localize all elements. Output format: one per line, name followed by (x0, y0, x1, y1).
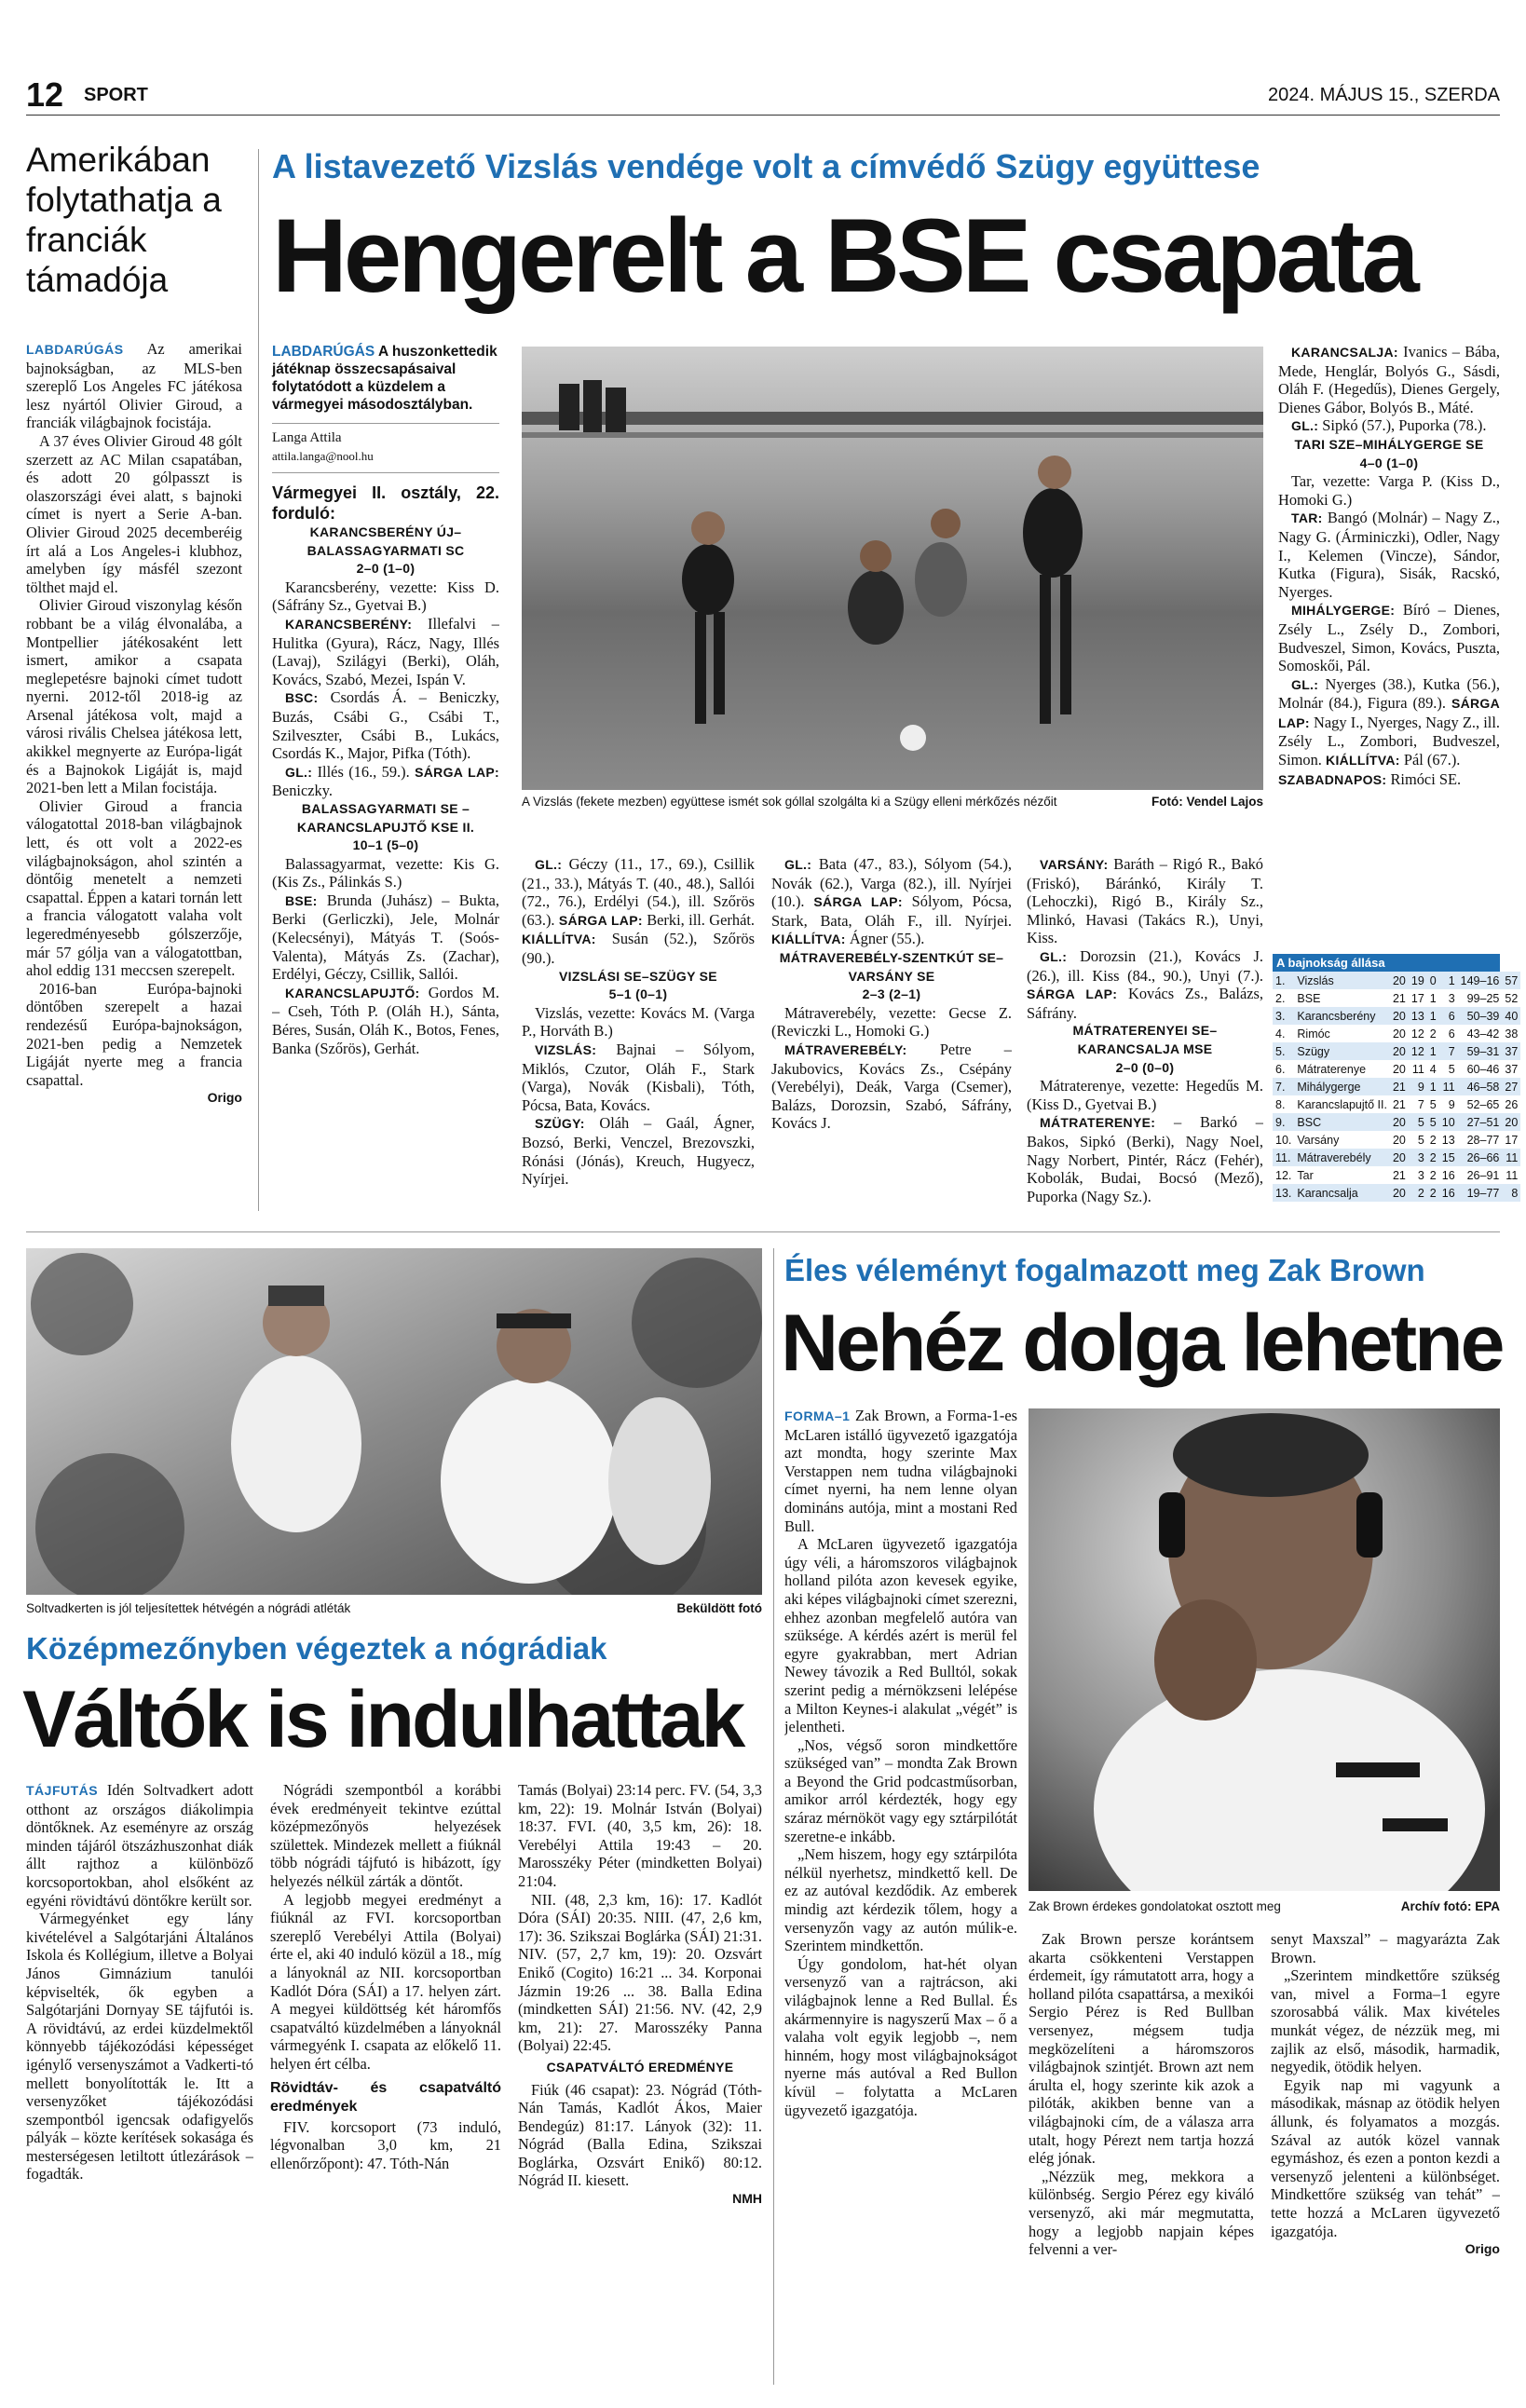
rank-cell: 2. (1275, 991, 1286, 1005)
brown-col3: senyt Maxszal” – magyarázta Zak Brown. „Szerintem mindkettőre szükség van, mivel a Forma–1 egyre szorosabbá válik. Max kivételes munkát végez, de nézzük meg, mi zajlik az első, második, harmadik, negyedik, ötödik helyen. Egyik nap mi vagyunk a másodikak, másnap az ötödik helyen állunk, és folyamatos a mozgás. Szával az autók közel vannak egymáshoz, és ezen a ponton kezdi a versenyző jelenteni a különbséget. Mindkettőre szükség van tehát” – tette hozzá a McLaren ügyvezető igazgatója. Origo (1271, 1930, 1500, 2389)
rank-cell: 5. (1273, 1042, 1294, 1060)
match5-score: 2–0 (0–0) (1115, 1059, 1175, 1075)
goals-cell: 52–65 (1466, 1097, 1500, 1111)
drawn-cell: 1 (1427, 1078, 1439, 1095)
bse-kicker: LABDARÚGÁS (272, 344, 375, 360)
goals-cell: 27–51 (1458, 1113, 1503, 1131)
match4-score: 2–3 (2–1) (862, 986, 921, 1002)
drawn-cell: 1 (1427, 1042, 1439, 1060)
lost-cell: 11 (1439, 1078, 1458, 1095)
points-cell: 37 (1505, 1062, 1519, 1076)
points-cell: 20 (1502, 1113, 1520, 1131)
goals-cell: 99–25 (1466, 991, 1500, 1005)
section-rule (26, 1231, 1500, 1232)
played-cell: 21 (1392, 1097, 1406, 1111)
standings-row (1273, 1007, 1520, 1025)
match3-title: VIZSLÁSI SE–SZÜGY SE (559, 968, 717, 984)
match6-score: 4–0 (1–0) (1359, 455, 1419, 470)
runners-photo-credit: Beküldött fotó (676, 1601, 762, 1615)
points-cell: 26 (1505, 1097, 1519, 1111)
played-cell: 21 (1390, 1078, 1409, 1095)
runners-photo-caption: Soltvadkerten is jól teljesítettek hétvégén a nógrádi atléták (26, 1601, 351, 1615)
points-cell: 52 (1505, 991, 1519, 1005)
bse-title: Hengerelt a BSE csapata (272, 197, 1416, 314)
lost-cell: 9 (1448, 1097, 1455, 1111)
team-cell: Mátraverebély (1294, 1149, 1390, 1166)
played-cell: 20 (1390, 1113, 1409, 1131)
goals-cell: 28–77 (1466, 1133, 1500, 1147)
bse-col2: GL.: Géczy (11., 17., 69.), Csillik (21., 33.), Mátyás T. (40., 48.), Sallói (72., 76.), Erdélyi (54.), ill. Szőrös (63.). SÁRGA LAP: Berki, ill. Gerhát. KIÁLLÍTVA: Susán (52.), Szőrös (90.). VIZSLÁSI SE–SZÜGY SE 5–1 (0–1) Vizslás, vezette: Kovács M. (Varga P., Horváth B.) VIZSLÁS: Bajnai – Sólyom, Miklós, Czutor, Oláh F., Stark (Varga), Novák (Kisbali), Tóth, Pócsa, Bata, Kovács. SZÜGY: Oláh – Gaál, Ágner, Bozsó, Berki, Venczel, Brezovszki, Rónási (Jónás), Kreuch, Hugyecz, Nyírjei. (522, 855, 755, 1189)
brown-photo-image (1029, 1408, 1500, 1891)
goals-cell: 43–42 (1466, 1027, 1500, 1041)
played-cell: 20 (1392, 1062, 1406, 1076)
rank-cell: 1. (1273, 972, 1294, 989)
lost-cell: 6 (1448, 1027, 1455, 1041)
match3-score: 5–1 (0–1) (608, 986, 668, 1002)
drawn-cell: 2 (1429, 1133, 1437, 1147)
brown-photo (1029, 1408, 1500, 1891)
match6-title: TARI SZE–MIHÁLYGERGE SE (1294, 436, 1484, 452)
goals-cell: 149–16 (1458, 972, 1503, 989)
lost-cell: 6 (1439, 1007, 1458, 1025)
won-cell: 12 (1409, 1042, 1427, 1060)
match4-title: MÁTRAVEREBÉLY-SZENTKÚT SE–VARSÁNY SE (779, 949, 1004, 984)
giroud-article (26, 140, 242, 1220)
won-cell: 5 (1417, 1133, 1424, 1147)
won-cell: 17 (1410, 991, 1424, 1005)
team-cell: Tar (1297, 1168, 1314, 1182)
won-cell: 2 (1409, 1184, 1427, 1202)
standings-row (1273, 1131, 1520, 1149)
lost-cell: 13 (1441, 1133, 1455, 1147)
lost-cell: 1 (1439, 972, 1458, 989)
match1-score: 2–0 (1–0) (356, 561, 416, 577)
goals-cell: 59–31 (1458, 1042, 1503, 1060)
points-cell: 37 (1502, 1042, 1520, 1060)
author-name: Langa Attila (272, 430, 342, 445)
relay-heading: CSAPATVÁLTÓ EREDMÉNYE (546, 2059, 734, 2075)
standings-row (1273, 1095, 1520, 1113)
drawn-cell: 2 (1429, 1168, 1437, 1182)
won-cell: 7 (1417, 1097, 1424, 1111)
team-cell: Vizslás (1294, 972, 1390, 989)
goals-cell: 60–46 (1466, 1062, 1500, 1076)
giroud-kicker: LABDARÚGÁS (26, 342, 124, 357)
football-photo-credit: Fotó: Vendel Lajos (1151, 795, 1263, 809)
played-cell: 20 (1392, 1133, 1406, 1147)
won-cell: 3 (1409, 1149, 1427, 1166)
drawn-cell: 2 (1429, 1027, 1437, 1041)
brown-overline: Éles véleményt fogalmazott meg Zak Brown (784, 1253, 1425, 1287)
played-cell: 20 (1392, 1027, 1406, 1041)
vertical-divider (773, 1248, 774, 2385)
rank-cell: 9. (1273, 1113, 1294, 1131)
tajfutas-col3: Tamás (Bolyai) 23:14 perc. FV. (54, 3,3 km, 22): 19. Molnár István (Bolyai) 18:37. FVI. (40, 3,5 km, 26): 18. Verebélyi Attila 19:43 – 20. Marosszéky Péter (mindketten Bolyai) 21:04. NII. (48, 2,3 km, 16): 17. Kadlót Dóra (SÁI) 20:35. NIII. (47, 2,6 km, 17): 36. Szikszai Boglárka (SÁI) 21:31. NIV. (57, 2,7 km, 19): 20. Ozsvárt Enikő (Cogito) 16:21 ... 34. Korponai Jázmin 19:26 ... 38. Balla Edina (mindketten SÁI) 21:56. NV. (42, 2,9 km, 21): 27. Marosszéky Panna (Bolyai) 22:45. CSAPATVÁLTÓ EREDMÉNYE Fiúk (46 csapat): 23. Nógrád (Tóth-Nán Tamás, Kadlót Ákos, Maier Bendegúz) 81:17. Lányok (32): 11. Nógrád (Balla Edina, Szikszai Boglárka, Ozsvárt Enikő) 80:12. Nógrád II. kiesett. NMH (518, 1781, 762, 2387)
rank-cell: 8. (1275, 1097, 1286, 1111)
played-cell: 20 (1390, 972, 1409, 989)
rank-cell: 10. (1275, 1133, 1292, 1147)
goals-cell: 19–77 (1458, 1184, 1503, 1202)
played-cell: 20 (1390, 1149, 1409, 1166)
team-cell: BSC (1294, 1113, 1390, 1131)
runners-photo (26, 1248, 762, 1595)
brown-kicker: FORMA–1 (784, 1408, 851, 1423)
brown-signature: Origo (1465, 2241, 1500, 2257)
match5-title: MÁTRATERENYEI SE– KARANCSALJA MSE (1072, 1023, 1218, 1056)
standings-title: A bajnokság állása (1273, 954, 1500, 972)
team-cell: Szügy (1294, 1042, 1390, 1060)
brown-photo-credit: Archív fotó: EPA (1400, 1899, 1500, 1913)
section-label: SPORT (84, 85, 148, 105)
points-cell: 11 (1502, 1149, 1520, 1166)
played-cell: 20 (1390, 1184, 1409, 1202)
points-cell: 40 (1502, 1007, 1520, 1025)
standings-row (1273, 1113, 1520, 1131)
drawn-cell: 5 (1427, 1113, 1439, 1131)
results-heading: Rövidtáv- és csapatváltó eredmények (270, 2079, 501, 2115)
tajfutas-kicker: TÁJFUTÁS (26, 1783, 99, 1798)
football-photo-caption: A Vizslás (fekete mezben) együttese ismét sok góllal szolgálta ki a Szügy elleni mérkőzés nézőit (522, 795, 1057, 809)
tajfutas-col2: Nógrádi szempontból a korábbi évek eredményeit tekintve ezúttal középmezőnyös helyezések születtek. Mindezek mellett a fiúknál több nógrádi tájfutó is hibázott, így helyezés nélkül zárták a döntőt. A legjobb megyei eredményt a fiúknál az FVI. korcsoportban szereplő Verebélyi Attila (Bolyai) érte el, aki 40 induló közül a 18., míg a lányoknál az NII. korcsoportban Kadlót Dóra (SÁI) a 17. helyen zárt. A megyei küldöttség két háromfős csapatváltó küzdelmében a lányoknál vármegyénk I. csapata az előkelő 11. helyen ért célba. Rövidtáv- és csapatváltó eredmények FIV. korcsoport (73 induló, légvonalban 3,0 km, 21 ellenőrzőpont): 47. Tóth-Nán (270, 1781, 501, 2172)
team-cell: Rimóc (1297, 1027, 1330, 1041)
bse-col3: GL.: Bata (47., 83.), Sólyom (54.), Novák (62.), Varga (82.), ill. Nyírjei (10.). SÁRGA LAP: Sólyom, Pócsa, Stark, Bata, Oláh F., ill. Nyírjei. KIÁLLÍTVA: Ágner (55.). MÁTRAVEREBÉLY-SZENTKÚT SE–VARSÁNY SE 2–3 (2–1) Mátraverebély, vezette: Gecse Z. (Reviczki L., Homoki G.) MÁTRAVEREBÉLY: Petre – Jakubovics, Kovács Zs., Csépány (Verebélyi), Deák, Varga (Csemer), Balázs, Dorozsin, Szabó, Sáfrány, Kovács J. (771, 855, 1012, 1133)
giroud-body: LABDARÚGÁS Az amerikai bajnokságban, az MLS-ben szereplő Los Angeles FC játékosa lesz nyártól Olivier Giroud, a franciák világbajnok focistája. A 37 éves Olivier Giroud 48 gólt szerzett az AC Milan csapatában, és adott 20 gólpasszt is olaszországi évei alatt, s bajnoki címet is nyert a Serie A-ban. Olivier Giroud 2025 decemberéig írt alá a Los Angeles-i klubhoz, amelyben így másfél szezont tölthet majd el. Olivier Giroud viszonylag későn robbant be a világ élvonalába, a Montpellier játékosaként lett ismert, amikor a csapata meglepetésre bajnoki címet tudott nyerni. 2012-től 2018-ig az Arsenal játékosa volt, majd a városi rivális Chelsea játékosa lett, akikkel megnyerte az Európa-ligát és a Bajnokok Ligáját is, majd 2021-ben lett a Milan focistája. Olivier Giroud a francia válogatottal 2018-ban világbajnok lett, és ott volt a 2022-es világbajnokságon, ahol szintén a döntőig menetelt a nemzeti csapattal. Éppen a katari tornán lett a francia válogatott valaha volt legeredményesebb gólszerzője, már 57 gólja van a válogatottban, ahol eddig 131 meccsen szerepelt. 2016-ban Európa-bajnoki döntőben szerepelt a hazai rendezésű Európa-bajnokságon, 2021-ben pedig a Nemzetek Ligáját nyerte meg a francia csapattal. Origo (26, 340, 242, 1220)
bse-col4: VARSÁNY: Baráth – Rigó R., Bakó (Friskó), Báránkó, Király T. (Lehoczki), Rigó B., Király Sz., Mlinkó, Havasi (Takács R.), Unyi, Kiss. GL.: Dorozsin (21.), Kovács J. (26.), ill. Kiss (84., 90.), Unyi (7.). SÁRGA LAP: Kovács Zs., Balázs, Sáfrány. MÁTRATERENYEI SE– KARANCSALJA MSE 2–0 (0–0) Mátraterenye, vezette: Hegedűs M. (Kiss D., Gyetvai B.) MÁTRATERENYE: – Barkó – Bakos, Sipkó (Berki), Nagy Noel, Nagy Norbert, Pintér, Rácz (Fehér), Kobolák, Budai, Bocsó (Mező), Puporka (Nagy Sz.). (1027, 855, 1263, 1205)
standings-row (1273, 1042, 1520, 1060)
round-title: Vármegyei II. osztály, 22. forduló: (272, 483, 499, 523)
lost-cell: 16 (1439, 1184, 1458, 1202)
tajfutas-overline: Középmezőnyben végeztek a nógrádiak (26, 1631, 607, 1666)
goals-cell: 26–91 (1466, 1168, 1500, 1182)
team-cell: Karancsberény (1294, 1007, 1390, 1025)
goals-cell: 26–66 (1458, 1149, 1503, 1166)
author-email: attila.langa@nool.hu (272, 449, 374, 463)
team-cell: Mihálygerge (1294, 1078, 1390, 1095)
won-cell: 11 (1411, 1062, 1424, 1076)
team-cell: Karancslapujtő II. (1297, 1097, 1387, 1111)
drawn-cell: 4 (1429, 1062, 1437, 1076)
runners-photo-image (26, 1248, 762, 1595)
tajfutas-col1: TÁJFUTÁS Idén Soltvadkert adott otthont az országos diákolimpia döntőknek. Az eseményre az ország minden tájáról ötszázhuszonhat diák állt rajthoz a különböző korcsoportokban, ahol elsőként az egyéni rövidtávú döntőkre került sor. Vármegyénket egy lány kivételével a Salgótarjáni Általános Iskola és Kollégium, illetve a Bolyai János Gimnázium tanulói képviselték, ők egyben a Salgótarjáni Dornyay SE tájfutói is. A rövidtávú, az erdei küzdelmektől könnyebb tájékozódási képességet igénylő versenyszámot a Vadkerti-tó mellett bonyolították le. Itt a versenyzőket tájékozódási szempontból igencsak odafigyelős pályák – közte kerítések sokasága és mesterségesen letiltott útlezárások – fogadták. (26, 1781, 253, 2184)
brown-title: Nehéz dolga lehetne (781, 1299, 1503, 1388)
team-cell: BSE (1297, 991, 1321, 1005)
drawn-cell: 0 (1427, 972, 1439, 989)
lost-cell: 5 (1448, 1062, 1455, 1076)
points-cell: 38 (1505, 1027, 1519, 1041)
won-cell: 5 (1409, 1113, 1427, 1131)
played-cell: 20 (1390, 1007, 1409, 1025)
page-header (26, 76, 1500, 114)
brown-col1: FORMA–1 Zak Brown, a Forma-1-es McLaren istálló ügyvezető igazgatója azt mondta, hogy szerinte Max Verstappen nem tudna világbajnoki címet nyerni, ha nem lenne olyan domináns autója, mint a mostani Red Bull. A McLaren ügyvezető igazgatója úgy véli, a háromszoros világbajnok holland pilóta azon kevesek egyike, aki képes világbajnoki címet szerezni, ehhez azonban megfelelő autóra van szüksége. A kérdés azért is merül fel egyre gyakrabban, mert Adrian Newey távozik a Red Bulltól, sokak szerint pedig a mérnökzseni lelépése a Milton Keynes-i alakulat „végét” is jelentheti. „Nos, végső soron mindkettőre szükséged van” – mondta Zak Brown a Beyond the Grid podcastműsorban, amikor arról kérdezték, hogy egy száraz mérnököt vagy egy sztárpilótát szeretne-e inkább. „Nem hiszem, hogy egy sztárpilóta nélkül nyerhetsz, mindkettő kell. De ez az autóval kezdődik. Az emberek mindig azt kérdezik tőlem, hogy a versenyzőn vagy az autón múlik-e. Szerintem mindkettőn. Úgy gondolom, hat-hét olyan versenyző van a rajtrácson, aki világbajnok lenne a Red Bullal. És akármennyire is nagyszerű Max – ő a valaha volt egyik legjobb –, nem hinném, hogy most világbajnokságot nyerne más autóval a Red Bullon kívül – folytatta a McLaren ügyvezető igazgatója. (784, 1407, 1017, 2119)
standings-row (1273, 1149, 1520, 1166)
drawn-cell: 2 (1427, 1149, 1439, 1166)
tajfutas-title: Váltók is indulhattak (22, 1675, 743, 1764)
team-cell: Karancsalja (1294, 1184, 1390, 1202)
brown-col2: Zak Brown persze korántsem akarta csökkenteni Verstappen érdemeit, így rámutatott arra, hogy a holland pilóta csapattársa, a mexikói Sergio Pérez is Red Bullban versenyez, mégsem tudja megközelíteni a háromszoros világbajnok szintjét. Brown azt nem árulta el, hogy szerinte kik azok a pilóták, akikben benne van a világbajnoki cím, de a válasza arra utalt, hogy Pérezt nem tartja hozzá elég jónak. „Nézzük meg, mekkora a különbség. Sergio Pérez egy kiváló versenyző, aki már megmutatta, hogy a legjobb napjain képes felvenni a ver- (1029, 1930, 1254, 2259)
won-cell: 9 (1409, 1078, 1427, 1095)
standings-row (1273, 989, 1520, 1007)
played-cell: 21 (1392, 991, 1406, 1005)
bse-col1: LABDARÚGÁS A huszonkettedik játéknap összecsapásaival folytatódott a küzdelem a vármegyei másodosztályban. Langa Attila attila.langa@nool.hu Vármegyei II. osztály, 22. forduló: KARANCSBERÉNY ÚJ– BALASSAGYARMATI SC 2–0 (1–0) Karancsberény, vezette: Kiss D. (Sáfrány Sz., Gyetvai B.) KARANCSBERÉNY: Illefalvi – Hulitka (Gyura), Rácz, Nagy, Illés (Lavaj), Szilágyi (Berki), Oláh, Kovács, Szabó, Mezei, Ispán V. BSC: Csordás Á. – Beniczky, Buzás, Csábi G., Csábi T., Szilveszter, Csábi B., Lukács, Csordás K., Major, Pifka (Tóth). GL.: Illés (16., 59.). SÁRGA LAP: Beniczky. BALASSAGYARMATI SE – KARANCSLAPUJTŐ KSE II. 10–1 (5–0) Balassagyarmat, vezette: Kis G. (Kis Zs., Pálinkás S.) BSE: Brunda (Juhász) – Bukta, Berki (Gerliczki), Jele, Molnár (Kelecsényi), Mátyás T. (Soós-Valenta), Mátyás Zs. (Zachar), Erdélyi, Géczy, Csillik, Sallói. KARANCSLAPUJTŐ: Gordos M. – Cseh, Tóth P. (Oláh H.), Sánta, Béres, Susán, Oláh K., Botos, Fenes, Banka (Szőrös), Gerhát. (272, 344, 499, 1057)
goals-cell: 46–58 (1458, 1078, 1503, 1095)
drawn-cell: 5 (1429, 1097, 1437, 1111)
team-cell: Mátraterenye (1297, 1062, 1367, 1076)
tajfutas-signature: NMH (732, 2191, 762, 2207)
brown-photo-caption: Zak Brown érdekes gondolatokat osztott meg (1029, 1899, 1281, 1913)
match1-title: KARANCSBERÉNY ÚJ– BALASSAGYARMATI SC (307, 524, 465, 558)
bse-overline: A listavezető Vizslás vendége volt a címvédő Szügy együttese (272, 147, 1260, 185)
played-cell: 20 (1390, 1042, 1409, 1060)
giroud-title: Amerikában folytathatja a franciák támadója (26, 141, 222, 299)
column-divider (258, 149, 259, 1211)
rank-cell: 7. (1273, 1078, 1294, 1095)
points-cell: 57 (1502, 972, 1520, 989)
rank-cell: 3. (1273, 1007, 1294, 1025)
standings-row (1273, 1078, 1520, 1095)
won-cell: 19 (1409, 972, 1427, 989)
standings-table (1273, 954, 1519, 1202)
rank-cell: 11. (1273, 1149, 1294, 1166)
standings-row (1273, 972, 1520, 989)
header-rule (26, 115, 1500, 116)
lost-cell: 7 (1439, 1042, 1458, 1060)
football-photo (522, 347, 1263, 790)
points-cell: 17 (1505, 1133, 1519, 1147)
match2-title: BALASSAGYARMATI SE – KARANCSLAPUJTŐ KSE II. (296, 800, 475, 835)
played-cell: 21 (1392, 1168, 1406, 1182)
standings-row (1273, 1025, 1520, 1042)
standings-rows (1273, 972, 1520, 1202)
bse-col5: KARANCSALJA: Ivanics – Bába, Mede, Henglár, Bolyós G., Sásdi, Oláh F. (Hegedűs), Dienes Gergely, Dienes Gábor, Bolyós B., Máté. GL.: Sipkó (57.), Puporka (78.). TARI SZE–MIHÁLYGERGE SE 4–0 (1–0) Tar, vezette: Varga P. (Kiss D., Homoki G.) TAR: Bangó (Molnár) – Nagy Z., Nagy G. (Árminiczki), Odler, Nagy I., Kelemen (Vincze), Sándor, Kutka (Figura), Sisák, Racskó, Nyerges. MIHÁLYGERGE: Bíró – Dienes, Zsély L., Zsély D., Zombori, Budveszel, Simon, Kovács, Puszta, Somoskői, Pál. GL.: Nyerges (38.), Kutka (56.), Molnár (84.), Figura (89.). SÁRGA LAP: Nagy I., Nyerges, Nagy Z., ill. Zsély L., Zombori, Budveszel, Simon. KIÁLLÍTVA: Pál (67.). SZABADNAPOS: Rimóci SE. (1278, 343, 1500, 788)
points-cell: 27 (1502, 1078, 1520, 1095)
drawn-cell: 1 (1427, 1007, 1439, 1025)
giroud-signature: Origo (207, 1090, 242, 1106)
football-photo-image (522, 347, 1263, 790)
page-number: 12 (26, 75, 64, 114)
rank-cell: 13. (1273, 1184, 1294, 1202)
won-cell: 12 (1410, 1027, 1424, 1041)
lost-cell: 16 (1441, 1168, 1455, 1182)
drawn-cell: 2 (1427, 1184, 1439, 1202)
points-cell: 8 (1502, 1184, 1520, 1202)
won-cell: 3 (1417, 1168, 1424, 1182)
points-cell: 11 (1506, 1168, 1519, 1182)
rank-cell: 4. (1275, 1027, 1286, 1041)
team-cell: Varsány (1297, 1133, 1340, 1147)
rank-cell: 12. (1275, 1168, 1292, 1182)
rank-cell: 6. (1275, 1062, 1286, 1076)
lost-cell: 10 (1439, 1113, 1458, 1131)
lost-cell: 15 (1439, 1149, 1458, 1166)
standings-row (1273, 1184, 1520, 1202)
match2-score: 10–1 (5–0) (352, 837, 419, 853)
standings-row (1273, 1060, 1520, 1078)
issue-date: 2024. MÁJUS 15., SZERDA (1268, 85, 1500, 105)
drawn-cell: 1 (1429, 991, 1437, 1005)
won-cell: 13 (1409, 1007, 1427, 1025)
standings-row (1273, 1166, 1520, 1184)
goals-cell: 50–39 (1458, 1007, 1503, 1025)
lost-cell: 3 (1448, 991, 1455, 1005)
